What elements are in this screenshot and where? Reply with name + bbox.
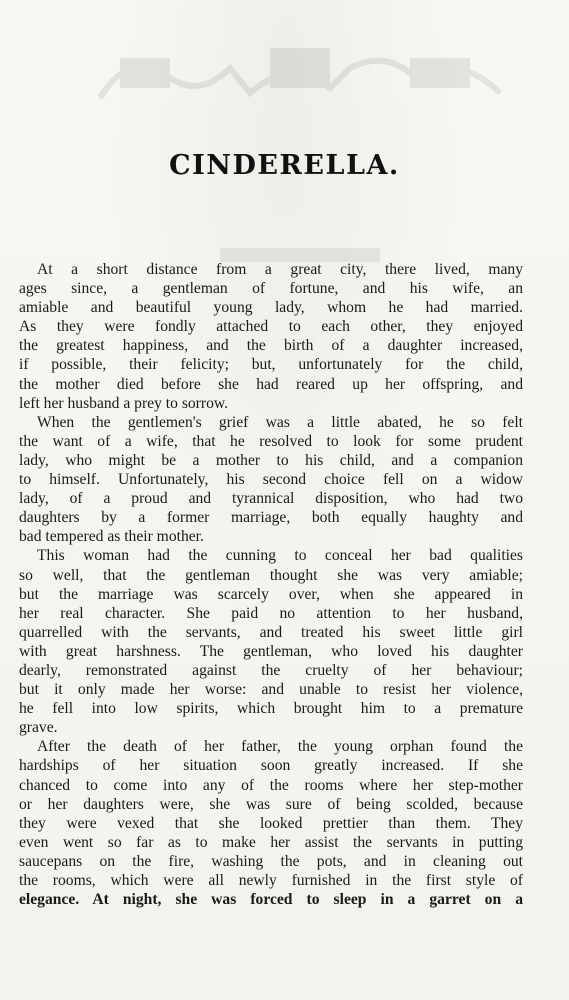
- text-line: he fell into low spirits, which brought him to a premature: [19, 700, 523, 718]
- text-line: elegance. At night, she was forced to sleep in a garret on a: [19, 891, 523, 909]
- text-line: if possible, their felicity; but, unfortunately for the child,: [19, 356, 523, 374]
- text-line: lady, who might be a mother to his child, and a companion: [19, 451, 523, 469]
- text-line: quarrelled with the servants, and treated his sweet little girl: [19, 623, 523, 641]
- text-line: daughters by a former marriage, both equally haughty and: [19, 509, 523, 527]
- text-line: After the death of her father, the young orphan found the: [37, 738, 523, 756]
- paragraph: [19, 413, 523, 547]
- text-line: her real character. She paid no attention to her husband,: [19, 604, 523, 622]
- text-line: grave.: [19, 719, 58, 737]
- page-title: CINDERELLA.: [169, 150, 400, 181]
- text-line: they were vexed that she looked prettier than them. They: [19, 814, 523, 832]
- text-line: the want of a wife, that he resolved to look for some prudent: [19, 432, 523, 450]
- text-line: so well, that the gentleman thought she was very amiable;: [19, 566, 523, 584]
- story-text: [19, 260, 523, 909]
- text-line: amiable and beautiful young lady, whom he had married.: [19, 299, 523, 317]
- text-line: saucepans on the fire, washing the pots, and in cleaning out: [19, 852, 523, 870]
- text-line: At a short distance from a great city, there lived, many: [37, 261, 523, 278]
- text-line: chanced to come into any of the rooms where her step-mother: [19, 776, 523, 794]
- paragraph: [19, 546, 523, 737]
- text-line: This woman had the cunning to conceal her bad qualities: [37, 547, 523, 565]
- text-line: but the marriage was scarcely over, when she appeared in: [19, 585, 523, 603]
- text-line: ages since, a gentleman of fortune, and his wife, an: [19, 280, 523, 298]
- text-line: with great harshness. The gentleman, who loved his daughter: [19, 642, 523, 660]
- text-line: bad tempered as their mother.: [19, 528, 204, 546]
- paragraph: [19, 260, 523, 413]
- text-line: or her daughters were, she was sure of being scolded, because: [19, 795, 523, 813]
- text-line: the rooms, which were all newly furnished in the first style of: [19, 872, 523, 889]
- text-line: left her husband a prey to sorrow.: [19, 394, 229, 412]
- text-line: the mother died before she had reared up her offspring, and: [19, 375, 523, 393]
- text-line: lady, of a proud and tyrannical disposition, who had two: [19, 490, 523, 508]
- text-line: but it only made her worse: and unable to resist her violence,: [19, 681, 523, 699]
- text-line: dearly, remonstrated against the cruelty of her behaviour;: [19, 661, 523, 679]
- text-line: When the gentlemen's grief was a little abated, he so felt: [37, 413, 523, 431]
- text-line: hardships of her situation soon greatly increased. If she: [19, 757, 523, 775]
- text-line: even went so far as to make her assist the servants in putting: [19, 833, 523, 851]
- text-line: As they were fondly attached to each other, they enjoyed: [19, 318, 523, 336]
- text-line: the greatest happiness, and the birth of a daughter increased,: [19, 337, 523, 355]
- paragraph: [19, 737, 523, 909]
- text-line: to himself. Unfortunately, his second choice fell on a widow: [19, 471, 523, 489]
- bleed-through-ornament: [90, 38, 510, 118]
